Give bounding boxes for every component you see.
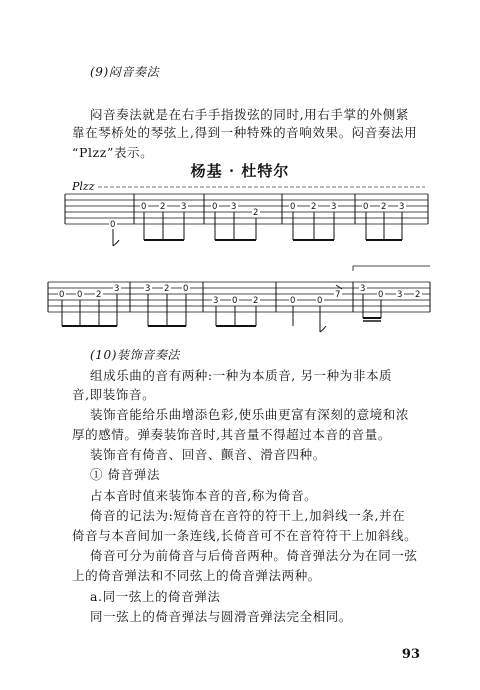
tab-note xyxy=(414,290,422,300)
subheading-same-string: a.同一弦上的倚音弹法 xyxy=(90,589,221,604)
svg-text:3: 3 xyxy=(231,202,237,212)
svg-text:3: 3 xyxy=(399,202,405,212)
svg-text:3: 3 xyxy=(114,284,120,294)
paragraph-line: 厚的感情。弹奏装饰音时,其音量不得超过本音的音量。 xyxy=(72,427,391,442)
tab-note xyxy=(212,296,220,306)
svg-text:0: 0 xyxy=(59,290,65,300)
svg-text:3: 3 xyxy=(331,202,337,212)
svg-text:0: 0 xyxy=(290,202,296,212)
tab-note xyxy=(180,202,188,212)
tab-note xyxy=(113,284,121,294)
svg-text:0: 0 xyxy=(363,202,369,212)
tab-note xyxy=(159,202,167,212)
rhythm-row-2 xyxy=(62,285,384,332)
svg-text:3: 3 xyxy=(213,296,219,306)
svg-text:2: 2 xyxy=(253,208,259,218)
tab-note xyxy=(289,202,297,212)
tab-note xyxy=(316,296,324,306)
svg-text:2: 2 xyxy=(96,290,102,300)
section-heading-muted: (9)闷音奏法 xyxy=(90,65,160,79)
svg-text:0: 0 xyxy=(110,220,116,230)
paragraph-line: 同一弦上的倚音弹法与圆滑音弹法完全相同。 xyxy=(90,609,353,624)
paragraph-line: 倚音可分为前倚音与后倚音两种。倚音弹法分为在同一弦 xyxy=(90,548,418,563)
paragraph-line: 靠在琴桥处的琴弦上,得到一种特殊的音响效果。闷音奏法用 xyxy=(72,125,418,140)
svg-text:7: 7 xyxy=(335,290,341,300)
paragraph-line: 装饰音有倚音、回音、颤音、滑音四种。 xyxy=(90,447,326,462)
svg-text:2: 2 xyxy=(253,296,259,306)
paragraph-line: 组成乐曲的音有两种:一种为本质音, 另一种为非本质 xyxy=(90,368,393,383)
svg-text:2: 2 xyxy=(164,284,170,294)
tab-note xyxy=(252,208,260,218)
svg-text:0: 0 xyxy=(232,296,238,306)
tab-staff-1 xyxy=(65,194,428,224)
section-heading-ornament: (10)装饰音奏法 xyxy=(90,348,181,362)
tab-note xyxy=(231,296,239,306)
svg-text:3: 3 xyxy=(360,284,366,294)
paragraph-line: 倚音与本音间加一条连线,长倚音可不在音符符干上加斜线。 xyxy=(72,528,418,543)
svg-text:0: 0 xyxy=(183,284,189,294)
tab-note xyxy=(380,202,388,212)
tab-note xyxy=(95,290,103,300)
svg-text:3: 3 xyxy=(181,202,187,212)
tab-note xyxy=(289,296,297,306)
tab-note xyxy=(230,202,238,212)
paragraph-line: 倚音的记法为:短倚音在音符的符干上,加斜线一条,并在 xyxy=(90,508,406,523)
tab-note xyxy=(58,290,66,300)
tab-note xyxy=(182,284,190,294)
svg-text:0: 0 xyxy=(141,202,147,212)
plzz-marking: Plzz xyxy=(72,180,95,193)
tab-note xyxy=(76,290,84,300)
tab-note xyxy=(211,202,219,212)
svg-text:0: 0 xyxy=(317,296,323,306)
paragraph-line: 装饰音能给乐曲增添色彩,使乐曲更富有深刻的意境和浓 xyxy=(90,407,409,422)
svg-text:2: 2 xyxy=(381,202,387,212)
tab-note xyxy=(334,290,342,300)
paragraph-line: 上的倚音弹法和不同弦上的倚音弹法两种。 xyxy=(72,568,321,583)
svg-text:3: 3 xyxy=(397,290,403,300)
tab-note xyxy=(252,296,260,306)
tab-note xyxy=(310,202,318,212)
piece-title: 杨基 · 杜特尔 xyxy=(190,162,290,180)
svg-text:0: 0 xyxy=(290,296,296,306)
tab-note xyxy=(362,202,370,212)
tab-note xyxy=(398,202,406,212)
paragraph-line: “Plzz”表示。 xyxy=(72,145,154,160)
paragraph-line: 闷音奏法就是在右手手指拨弦的同时,用右手掌的外侧紧 xyxy=(90,107,409,122)
tab-note xyxy=(396,290,404,300)
paragraph-line: 占本音时值来装饰本音的音,称为倚音。 xyxy=(90,488,318,503)
svg-text:2: 2 xyxy=(160,202,166,212)
subheading-grace-note: ① 倚音弹法 xyxy=(90,467,161,482)
tab-staff-2 xyxy=(48,266,430,312)
tab-note xyxy=(109,220,117,230)
page-number: 93 xyxy=(401,647,420,662)
svg-text:0: 0 xyxy=(212,202,218,212)
svg-text:2: 2 xyxy=(311,202,317,212)
svg-text:3: 3 xyxy=(145,284,151,294)
tab-notes-row-2 xyxy=(58,284,422,306)
tab-note xyxy=(330,202,338,212)
svg-text:0: 0 xyxy=(77,290,83,300)
paragraph-line: 音,即装饰音。 xyxy=(72,387,156,402)
svg-text:0: 0 xyxy=(378,290,384,300)
tab-note xyxy=(163,284,171,294)
tab-note xyxy=(140,202,148,212)
tab-note xyxy=(359,284,367,294)
svg-text:2: 2 xyxy=(415,290,421,300)
tab-note xyxy=(377,290,385,300)
tab-note xyxy=(144,284,152,294)
volta-bracket xyxy=(353,266,430,271)
